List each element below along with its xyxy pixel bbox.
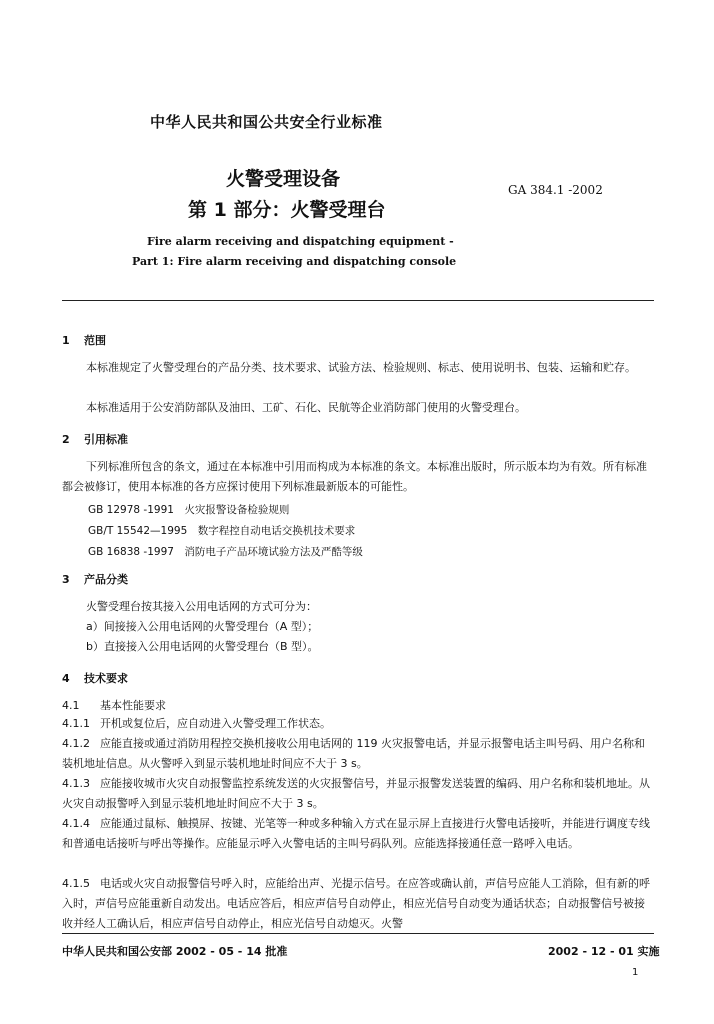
english-title-line2: Part 1: Fire alarm receiving and dispatching console	[132, 255, 457, 268]
section-number: 3	[62, 573, 70, 586]
section-3-paragraph-1: 火警受理台按其接入公用电话网的方式可分为：	[86, 600, 317, 613]
clause-4-1-5	[62, 874, 654, 934]
standard-code: GA 384.1 -2002	[508, 183, 603, 197]
section-4-heading	[62, 670, 128, 686]
footer-divider	[62, 933, 654, 934]
section-3-heading	[62, 571, 128, 587]
subsection-number: 4.1	[62, 699, 80, 712]
clause-text: 电话或火灾自动报警信号呼入时，应能给出声、光提示信号。在应答或确认前，声信号应能人工消除，但有新的呼入时，声信号应能重新自动发出。电话应答后，相应声信号自动停止，相应光信号自动变为通话状态；自动报警信号被接收并经人工确认后，相应声信号自动停止，相应光信号自动熄灭。火警	[62, 877, 650, 930]
document-title-line1: 火警受理设备	[226, 168, 341, 190]
clause-4-1-2	[62, 734, 654, 774]
section-2-heading	[62, 431, 128, 447]
header-divider	[62, 300, 654, 301]
clause-4-1-4	[62, 814, 654, 854]
clause-text: 应能直接或通过消防用程控交换机接收公用电话网的 119 火灾报警电话，并显示报警电话主叫号码、用户名称和装机地址信息。从火警呼入到显示装机地址时间应不大于 3 s。	[62, 737, 645, 770]
approval-date: 中华人民共和国公安部 2002 - 05 - 14 批准	[62, 945, 288, 958]
section-1-heading	[62, 332, 106, 348]
implementation-date: 2002 - 12 - 01 实施	[548, 945, 660, 958]
classification-item-b: b）直接接入公用电话网的火警受理台（B 型）。	[86, 640, 319, 653]
section-1-paragraph-1: 本标准规定了火警受理台的产品分类、技术要求、试验方法、检验规则、标志、使用说明书、包装、运输和贮存。	[86, 361, 636, 374]
reference-item: GB 12978 -1991 火灾报警设备检验规则	[88, 504, 290, 516]
page-number: 1	[632, 967, 639, 978]
section-number: 4	[62, 672, 70, 685]
clause-number: 4.1.3	[62, 777, 90, 790]
section-title: 范围	[84, 334, 106, 347]
subsection-title: 基本性能要求	[100, 699, 166, 712]
clause-number: 4.1.5	[62, 877, 90, 890]
section-title: 产品分类	[84, 573, 128, 586]
section-title: 引用标准	[84, 433, 128, 446]
standard-category-title: 中华人民共和国公共安全行业标准	[150, 113, 383, 131]
clause-text: 应能接收城市火灾自动报警监控系统发送的火灾报警信号，并显示报警发送装置的编码、用户名称和装机地址。从火灾自动报警呼入到显示装机地址时间应不大于 3 s。	[62, 777, 650, 810]
section-number: 1	[62, 334, 70, 347]
clause-4-1-3	[62, 774, 654, 814]
clause-number: 4.1.1	[62, 717, 90, 730]
clause-number: 4.1.4	[62, 817, 90, 830]
classification-item-a: a）间接接入公用电话网的火警受理台（A 型）；	[86, 620, 319, 633]
section-1-paragraph-2: 本标准适用于公安消防部队及油田、工矿、石化、民航等企业消防部门使用的火警受理台。	[86, 401, 526, 414]
clause-text: 开机或复位后，应自动进入火警受理工作状态。	[100, 717, 331, 730]
clause-text: 应能通过鼠标、触摸屏、按键、光笔等一种或多种输入方式在显示屏上直接进行火警电话接听，并能进行调度专线和普通电话接听与呼出等操作。应能显示呼入火警电话的主叫号码队列。应能选择接通任意一路呼入电话。	[62, 817, 650, 850]
english-title-line1: Fire alarm receiving and dispatching equipment -	[147, 235, 454, 248]
subsection-4-1-heading	[62, 697, 166, 713]
document-title-line2: 第 1 部分：火警受理台	[188, 199, 386, 221]
section-number: 2	[62, 433, 70, 446]
reference-item: GB 16838 -1997 消防电子产品环境试验方法及严酷等级	[88, 546, 363, 558]
reference-item: GB/T 15542—1995 数字程控自动电话交换机技术要求	[88, 525, 356, 537]
clause-4-1-1	[62, 714, 654, 734]
section-title: 技术要求	[84, 672, 128, 685]
clause-number: 4.1.2	[62, 737, 90, 750]
section-2-paragraph-1: 下列标准所包含的条文，通过在本标准中引用而构成为本标准的条文。本标准出版时，所示版本均为有效。所有标准都会被修订，使用本标准的各方应探讨使用下列标准最新版本的可能性。	[62, 460, 647, 493]
